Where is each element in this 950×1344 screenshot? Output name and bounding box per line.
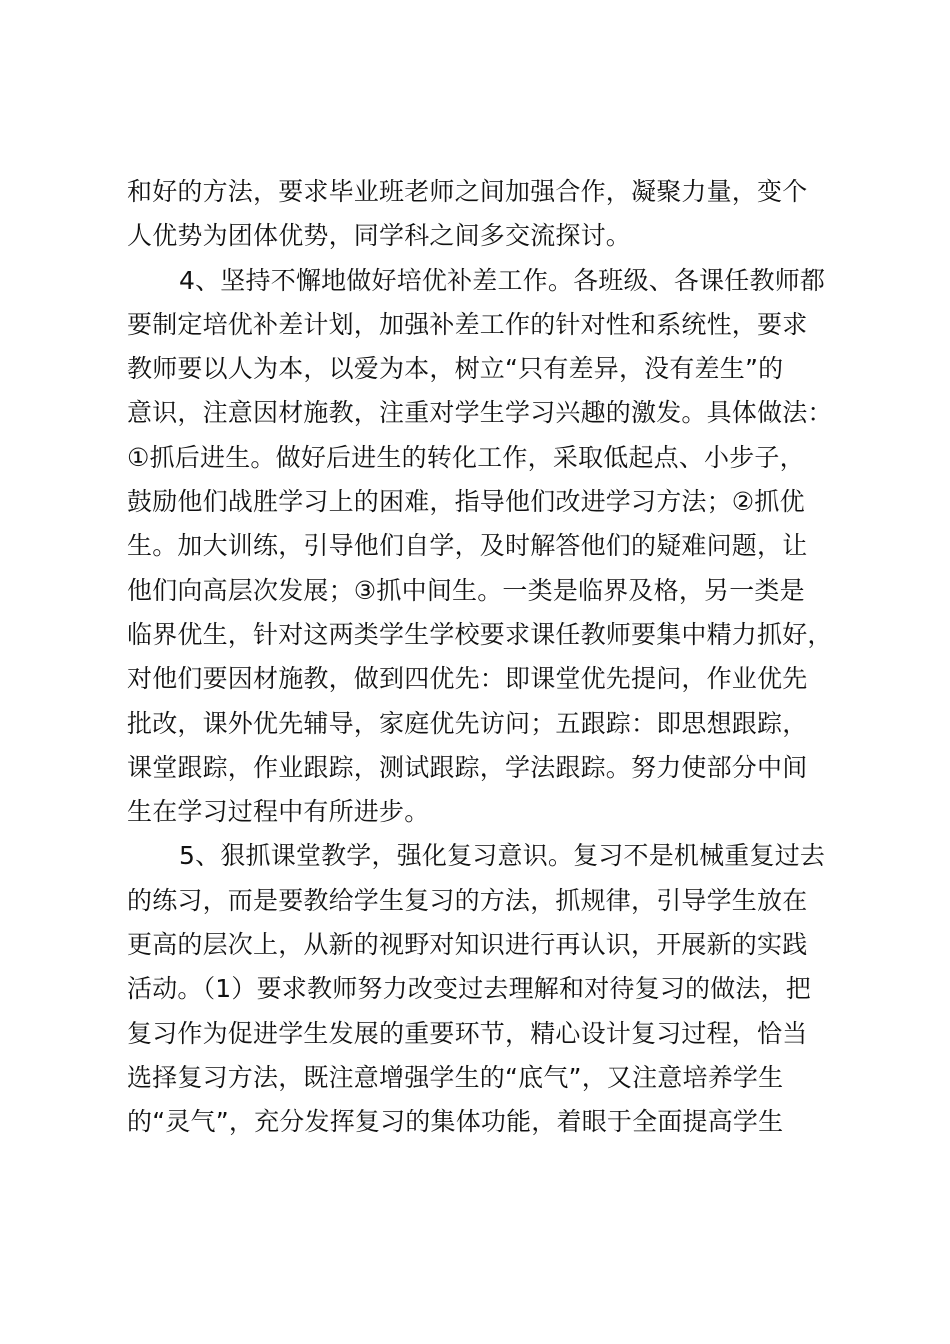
- text-line: 生在学习过程中有所进步。: [127, 797, 430, 827]
- text-line: 更高的层次上，从新的视野对知识进行再认识，开展新的实践: [127, 930, 808, 960]
- text-line: 对他们要因材施教，做到四优先：即课堂优先提问，作业优先: [127, 664, 808, 694]
- text-line: 的“灵气”，充分发挥复习的集体功能，着眼于全面提高学生: [127, 1107, 784, 1137]
- text-line: 要制定培优补差计划，加强补差工作的针对性和系统性，要求: [127, 309, 808, 339]
- text-line: 教师要以人为本，以爱为本，树立“只有差异，没有差生”的: [127, 354, 784, 384]
- text-line: 复习作为促进学生发展的重要环节，精心设计复习过程，恰当: [127, 1018, 808, 1048]
- text-line: 人优势为团体优势，同学科之间多交流探讨。: [127, 221, 632, 251]
- text-line: 的练习，而是要教给学生复习的方法，抓规律，引导学生放在: [127, 885, 808, 915]
- text-line: 和好的方法，要求毕业班老师之间加强合作，凝聚力量，变个: [127, 177, 808, 206]
- text-line: 鼓励他们战胜学习上的困难，指导他们改进学习方法；②抓优: [127, 487, 805, 517]
- text-line: 活动。（1）要求教师努力改变过去理解和对待复习的做法，把: [127, 974, 812, 1004]
- text-line: 临界优生，针对这两类学生学校要求课任教师要集中精力抓好，: [127, 619, 833, 649]
- text-line: 生。加大训练，引导他们自学，及时解答他们的疑难问题，让: [127, 531, 808, 561]
- document-body: [127, 170, 835, 1145]
- text-line: 课堂跟踪，作业跟踪，测试跟踪，学法跟踪。努力使部分中间: [127, 752, 808, 782]
- paragraph-5-start: 5、狠抓课堂教学，强化复习意识。复习不是机械重复过去: [179, 841, 826, 871]
- text-line: ①抓后进生。做好后进生的转化工作，采取低起点、小步子，: [127, 442, 805, 472]
- text-line: 选择复习方法，既注意增强学生的“底气”，又注意培养学生: [127, 1062, 784, 1092]
- text-line: 批改，课外优先辅导，家庭优先访问；五跟踪：即思想跟踪，: [127, 708, 808, 738]
- text-line: 意识，注意因材施教，注重对学生学习兴趣的激发。具体做法：: [127, 398, 833, 428]
- text-line: 他们向高层次发展；③抓中间生。一类是临界及格，另一类是: [127, 575, 805, 605]
- paragraph-4-start: 4、坚持不懈地做好培优补差工作。各班级、各课任教师都: [179, 265, 826, 295]
